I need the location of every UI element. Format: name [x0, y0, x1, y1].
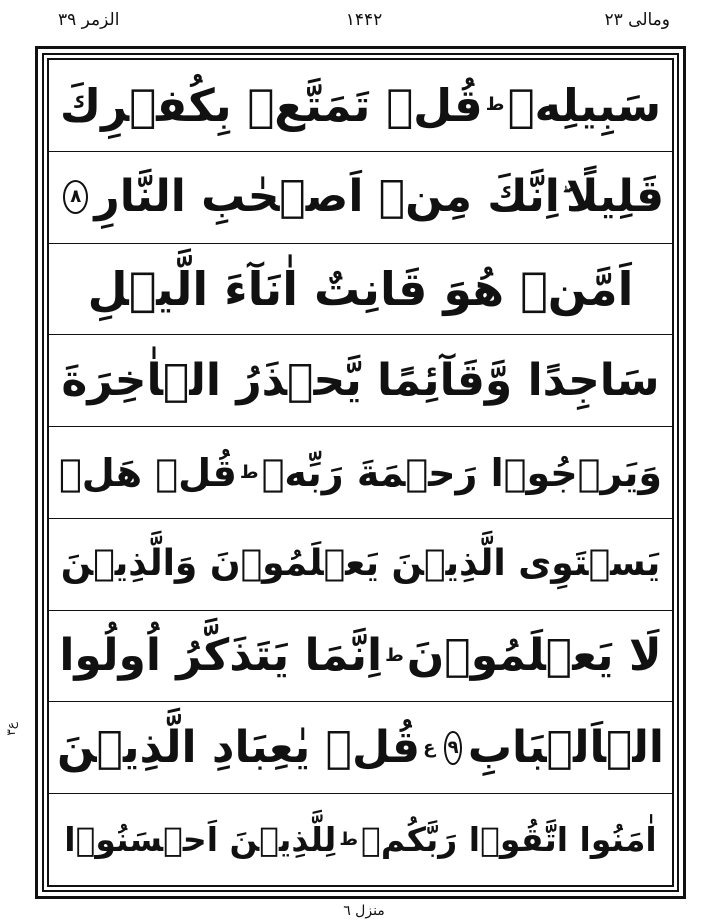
verse-text: سَبِيلِهٖ: [507, 78, 662, 132]
verse-text: اِنَّمَا يَتَذَكَّرُ اُولُوا: [59, 630, 383, 682]
verse-line: [49, 244, 672, 336]
ayah-number-marker: ٩: [444, 731, 461, 765]
verse-line: [49, 335, 672, 427]
verse-text: وَيَرۡجُوۡا رَحۡمَةَ رَبِّهٖ: [261, 450, 663, 495]
verse-text: اٰمَنُوا اتَّقُوۡا رَبَّكُمۡ: [361, 820, 657, 860]
page-border: [35, 46, 686, 899]
waqf-mark: ط: [485, 94, 505, 116]
verse-line: [49, 702, 672, 794]
ruku-side-note: ع۳: [4, 722, 18, 736]
waqf-mark: ط: [385, 645, 404, 667]
verse-text-area: [47, 58, 674, 887]
verse-text: اَمَّنۡ هُوَ قَانِتٌ اٰنَآءَ الَّيۡلِ: [87, 261, 634, 316]
ruku-mark: ع: [423, 736, 436, 758]
manzil-footer: منزل ٦: [343, 903, 385, 919]
verse-line: [49, 611, 672, 703]
verse-line: [49, 60, 672, 152]
verse-text: قَلِيلًا: [565, 171, 664, 223]
verse-text: قُلۡ هَلۡ: [58, 450, 237, 495]
verse-line: [49, 519, 672, 611]
waqf-mark: ط: [239, 461, 259, 483]
verse-text: لِلَّذِيۡنَ اَحۡسَنُوۡا: [64, 820, 337, 860]
verse-line: [49, 794, 672, 885]
verse-text: لَا يَعۡلَمُوۡنَ: [406, 630, 662, 682]
verse-text: قُلۡ تَمَتَّعۡ بِكُفۡرِكَ: [59, 78, 483, 132]
surah-name-header: الزمر ٣٩: [58, 10, 120, 30]
page-number-header: ١۴۴٢: [345, 10, 383, 30]
verse-line: [49, 152, 672, 244]
verse-text: قُلۡ يٰعِبَادِ الَّذِيۡنَ: [57, 721, 421, 773]
verse-text: سَاجِدًا وَّقَآئِمًا يَّحۡذَرُ الۡاٰخِرَةَ: [61, 354, 660, 406]
verse-line: [49, 427, 672, 519]
verse-text: يَسۡتَوِى الَّذِيۡنَ يَعۡلَمُوۡنَ وَالَّذِيۡنَ: [60, 543, 661, 585]
ayah-number-marker: ٨: [63, 180, 88, 214]
decorative-border: [42, 53, 679, 892]
verse-text: اِنَّكَ مِنۡ اَصۡحٰبِ النَّارِ: [94, 171, 560, 223]
para-name-header: ومالی ٢٣: [604, 10, 670, 30]
waqf-mark: ط: [339, 828, 359, 850]
verse-text: الۡاَلۡبَابِ: [467, 721, 664, 773]
